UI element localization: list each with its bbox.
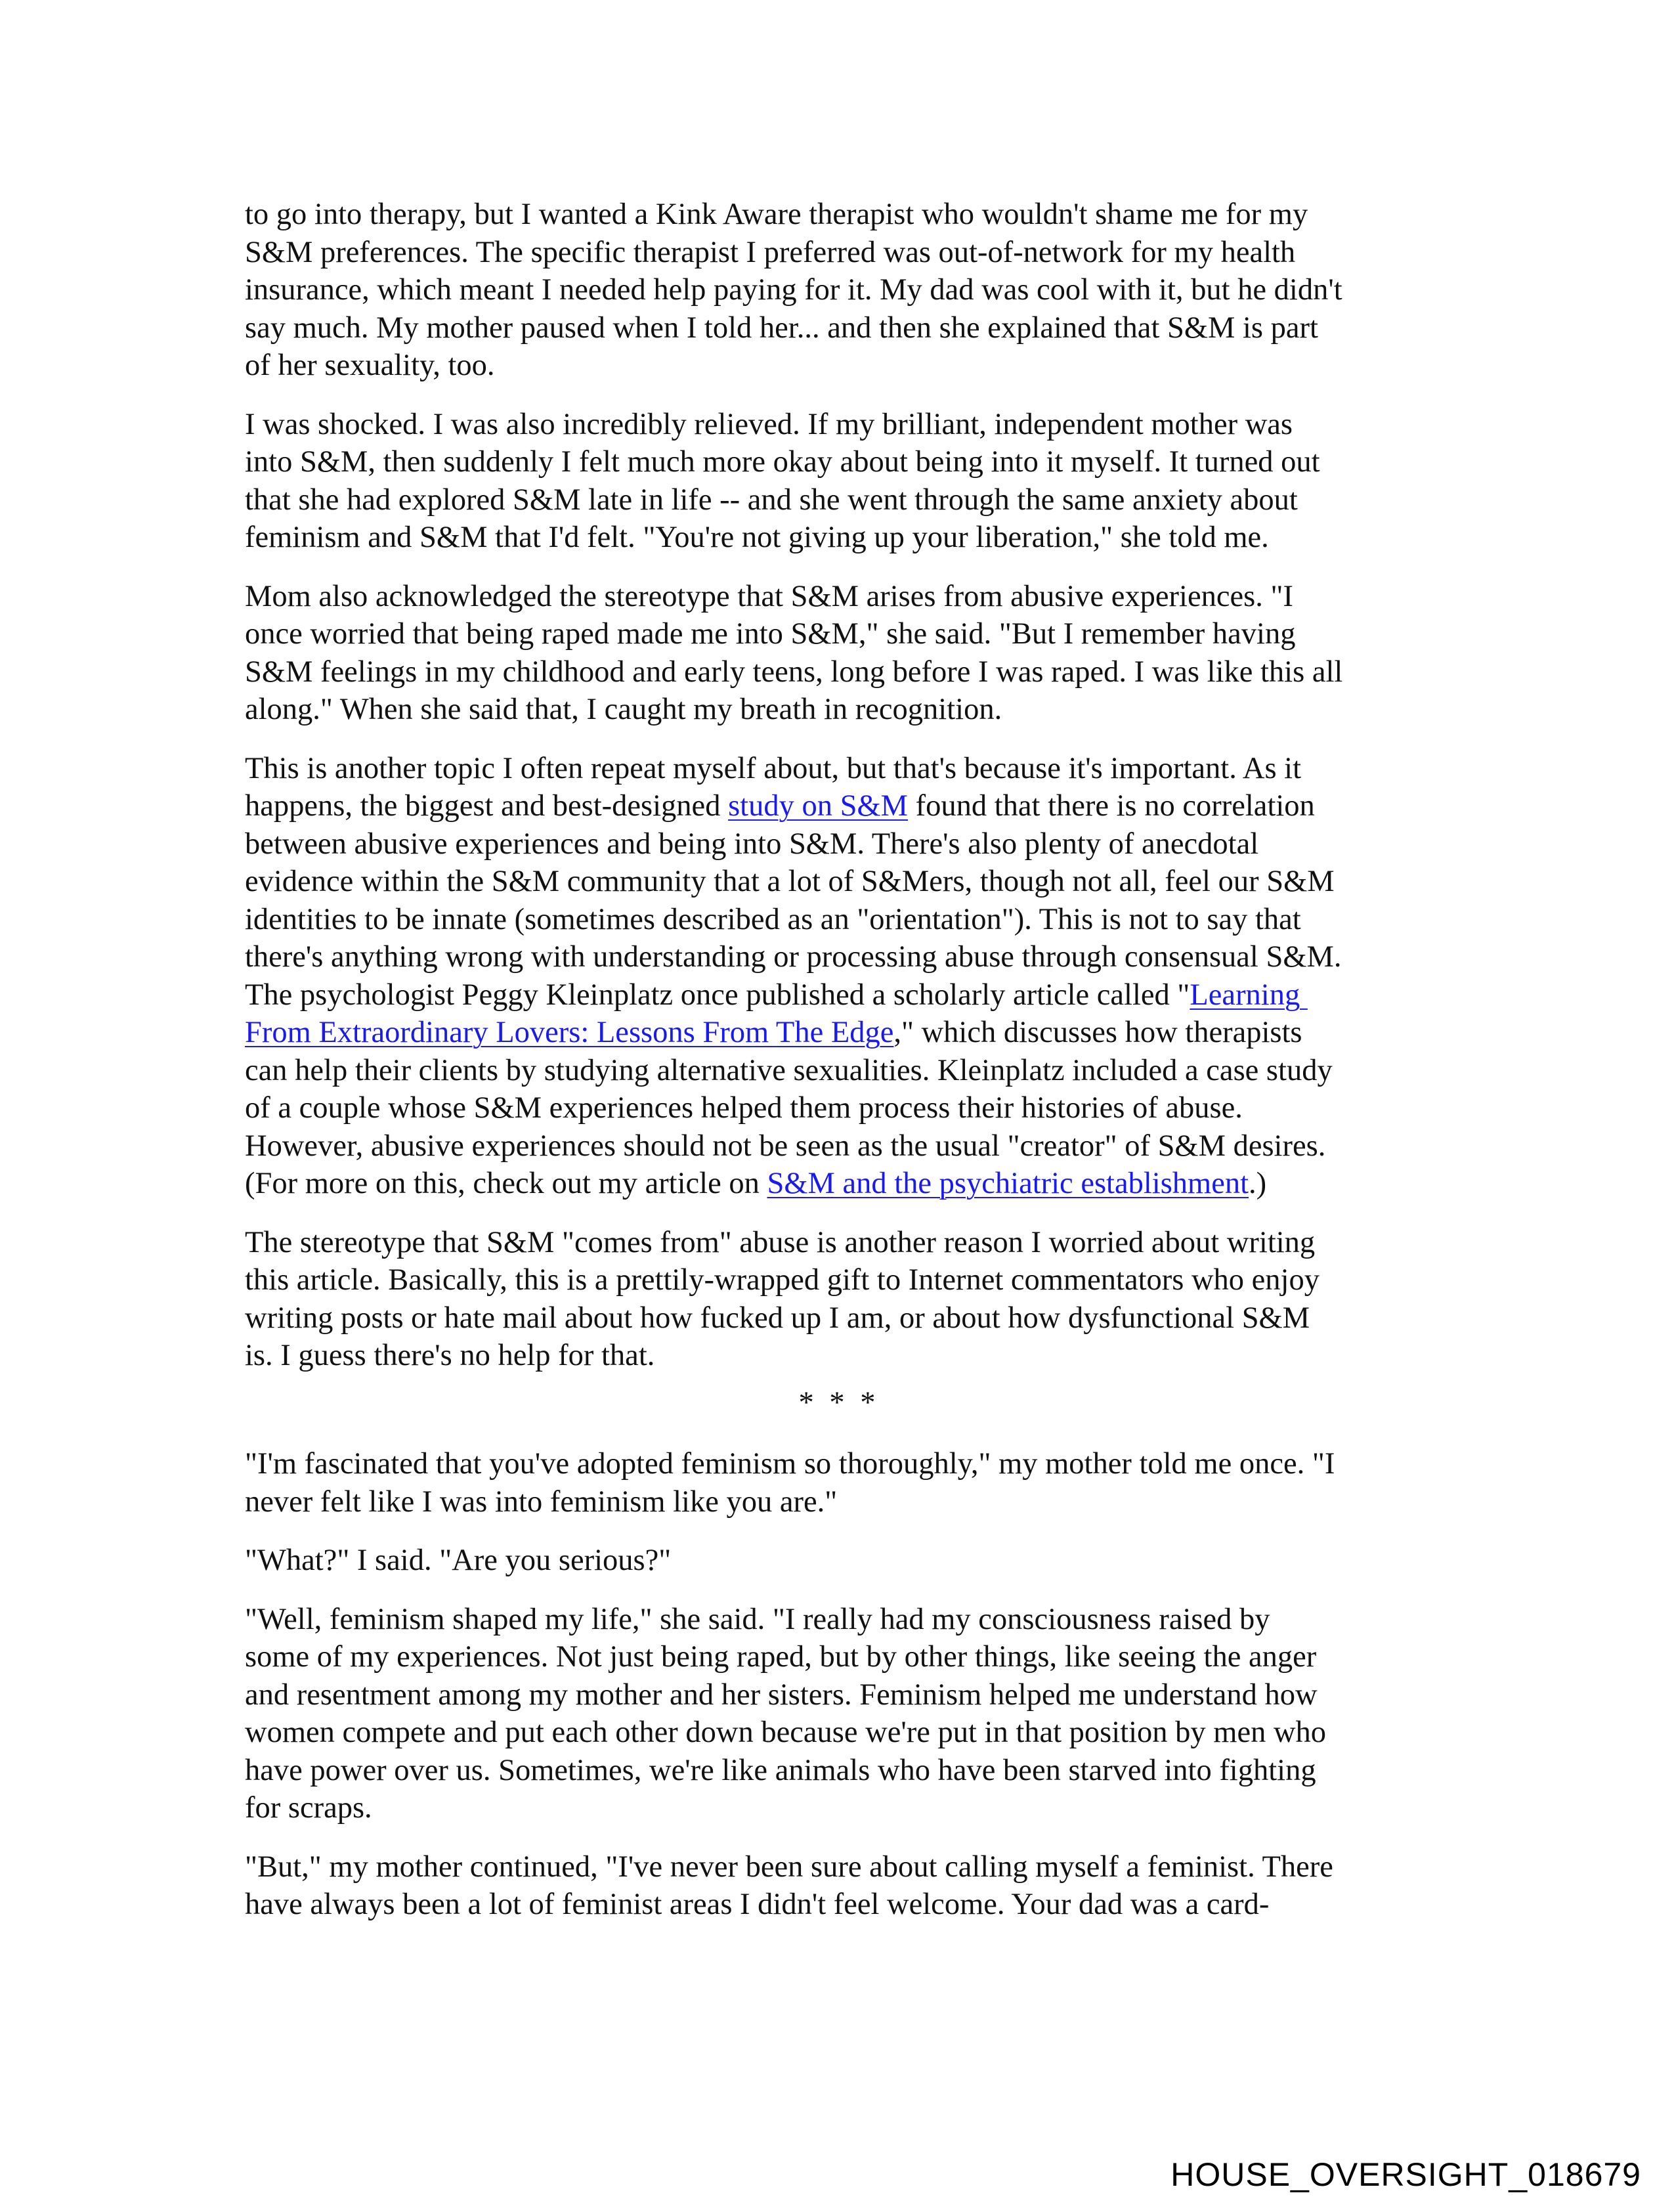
text-line: insurance, which meant I needed help paying for it. My dad was cool with it, but he didn't (245, 273, 1342, 307)
text-line: can help their clients by studying alternative sexualities. Kleinplatz included a case study (245, 1053, 1333, 1087)
text-line: evidence within the S&M community that a lot of S&Mers, though not all, feel our S&M (245, 865, 1335, 898)
text-line: Mom also acknowledged the stereotype that S&M arises from abusive experiences. "I (245, 579, 1293, 613)
text-line: However, abusive experiences should not be seen as the usual "creator" of S&M desires. (245, 1129, 1326, 1163)
text-line: have power over us. Sometimes, we're like animals who have been starved into fighting (245, 1753, 1316, 1787)
paragraph-fascinated (245, 1445, 1433, 1521)
text-line: for scraps. (245, 1791, 372, 1825)
text-line: between abusive experiences and being into S&M. There's also plenty of anecdotal (245, 827, 1259, 861)
paragraph-worry (245, 1224, 1433, 1375)
paragraph-shocked (245, 406, 1433, 557)
text-line (245, 1165, 1433, 1203)
paragraph-research (245, 750, 1433, 1203)
text-line (245, 787, 1433, 825)
paragraph-mother-continued (245, 1848, 1433, 1924)
text-line: say much. My mother paused when I told her... and then she explained that S&M is part (245, 311, 1318, 345)
bates-stamp-footer: HOUSE_OVERSIGHT_018679 (1170, 2156, 1641, 2193)
text-line: S&M feelings in my childhood and early teens, long before I was raped. I was like this all (245, 655, 1343, 689)
kleinplatz-article-link[interactable]: Learning (1190, 978, 1308, 1012)
text-line: This is another topic I often repeat myself about, but that's because it's important. As it (245, 751, 1302, 785)
text-line: "What?" I said. "Are you serious?" (245, 1544, 672, 1577)
text-line: that she had explored S&M late in life -- and she went through the same anxiety about (245, 483, 1298, 517)
psychiatric-establishment-link[interactable]: S&M and the psychiatric establishment (767, 1167, 1249, 1200)
text-line: identities to be innate (sometimes described as an "orientation"). This is not to say that (245, 902, 1301, 936)
text-segment: The psychologist Peggy Kleinplatz once published a scholarly article called " (245, 978, 1190, 1012)
text-line (245, 976, 1433, 1014)
text-line: of a couple whose S&M experiences helped them process their histories of abuse. (245, 1091, 1243, 1125)
text-line: The stereotype that S&M "comes from" abuse is another reason I worried about writing (245, 1225, 1316, 1259)
text-line: writing posts or hate mail about how fucked up I am, or about how dysfunctional S&M (245, 1301, 1310, 1335)
text-line: "But," my mother continued, "I've never been sure about calling myself a feminist. There (245, 1850, 1333, 1884)
text-line: is. I guess there's no help for that. (245, 1339, 655, 1372)
paragraph-what (245, 1542, 1433, 1580)
paragraph-therapy (245, 196, 1433, 385)
text-line: "Well, feminism shaped my life," she said. "I really had my consciousness raised by (245, 1602, 1270, 1636)
text-segment: happens, the biggest and best-designed (245, 789, 729, 823)
text-line: I was shocked. I was also incredibly relieved. If my brilliant, independent mother was (245, 407, 1293, 441)
text-line: some of my experiences. Not just being raped, but by other things, like seeing the anger (245, 1640, 1317, 1674)
paragraph-stereotype (245, 578, 1433, 729)
section-separator: * * * (798, 1385, 880, 1420)
text-line: along." When she said that, I caught my breath in recognition. (245, 693, 1002, 726)
text-line (245, 1014, 1433, 1052)
document-body (245, 196, 1433, 1945)
text-segment: ," which discusses how therapists (893, 1016, 1302, 1049)
text-line: have always been a lot of feminist areas I didn't feel welcome. Your dad was a card- (245, 1888, 1270, 1921)
text-line: never felt like I was into feminism like you are." (245, 1485, 838, 1519)
text-line: to go into therapy, but I wanted a Kink Aware therapist who wouldn't shame me for my (245, 198, 1308, 231)
text-line: of her sexuality, too. (245, 349, 495, 382)
text-line: "I'm fascinated that you've adopted feminism so thoroughly," my mother told me once. "I (245, 1447, 1335, 1481)
text-line: this article. Basically, this is a prettily-wrapped gift to Internet commentators who enjoy (245, 1263, 1320, 1297)
text-line: once worried that being raped made me into S&M," she said. "But I remember having (245, 617, 1296, 651)
text-line: S&M preferences. The specific therapist I preferred was out-of-network for my health (245, 235, 1296, 269)
study-link[interactable]: study on S&M (728, 789, 908, 823)
text-line: feminism and S&M that I'd felt. "You're not giving up your liberation," she told me. (245, 521, 1269, 554)
text-line: into S&M, then suddenly I felt much more okay about being into it myself. It turned out (245, 445, 1320, 479)
text-line: women compete and put each other down because we're put in that position by men who (245, 1716, 1327, 1749)
text-line: and resentment among my mother and her sisters. Feminism helped me understand how (245, 1678, 1318, 1712)
text-segment: found that there is no correlation (907, 789, 1315, 823)
text-line: there's anything wrong with understanding or processing abuse through consensual S&M. (245, 940, 1342, 974)
text-segment: (For more on this, check out my article on (245, 1167, 767, 1200)
paragraph-feminism-shaped (245, 1601, 1433, 1827)
text-segment: .) (1249, 1167, 1267, 1200)
kleinplatz-article-link-continued[interactable]: From Extraordinary Lovers: Lessons From The Edge (245, 1016, 894, 1049)
